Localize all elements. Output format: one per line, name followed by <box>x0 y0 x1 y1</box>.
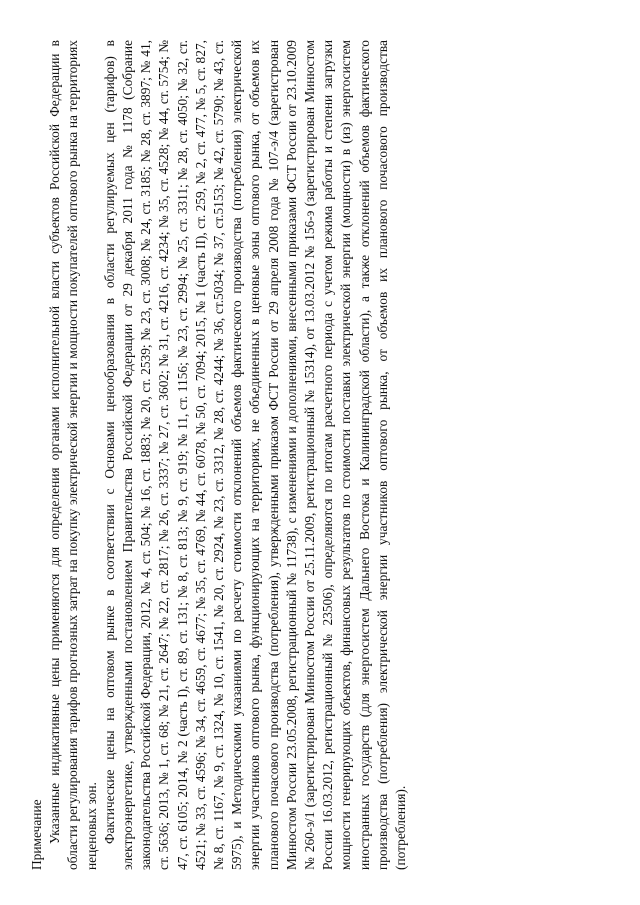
note-heading: Примечание <box>29 799 44 870</box>
rotated-text-block <box>28 40 618 870</box>
document-body <box>28 40 410 870</box>
paragraph-actual-prices: Фактические цены на оптовом рынке в соответствии с Основами ценообразования в области регулируемых цен (тарифов) в электроэнергетике, утвержденными постановлением Правительства Российской Федерации от 29 декабря 2011 года № 1178 (Собрание законодательства Российской Федерации, 2012, № 4, ст. 504; № 16, ст. 1883; № 20, ст. 2539; № 23, ст. 3008; № 24, ст. 3185; № 28, ст. 3897; № 41, ст. 5636; 2013, № 1, ст. 68; № 21, ст. 2647; № 22, ст. 2817; № 26, ст. 3337; № 27, ст. 3602; № 31, ст. 4216, ст. 4234; № 35, ст. 4528; № 44, ст. 5754; № 47, ст. 6105; 2014, № 2 (часть I), ст. 89, ст. 131; № 8, ст. 813; № 9, ст. 919; № 11, ст. 1156; № 23, ст. 2994; № 25, ст. 3311; № 28, ст. 4050; № 32, ст. 4521; № 33, ст. 4596; № 34, ст. 4659, ст. 4677; № 35, ст. 4769, № 44, ст. 6078, № 50, ст. 7094; 2015, № 1 (часть II), ст. 259, № 2, ст. 477, № 5, ст. 827, № 8, ст. 1167, № 9, ст. 1324, № 10, ст. 1541, № 20, ст. 2924, № 23, ст. 3312, № 28, ст. 4244; № 36, ст.5034; № 37, ст.5153; № 42, ст. 5790; № 43, ст. 5975), и Методическими указаниями по расчету стоимости отклонений объемов фактического производства (потребления) электрической энергии участников оптового рынка, функционирующих на территориях, не объединенных в ценовые зоны оптового рынка, от объемов их планового почасового производства (потребления), утвержденными приказом ФСТ России от 29 апреля 2008 года № 107-э/4 (зарегистрован Минюстом России 23.05.2008, регистрационный № 11738), с изменениями и дополнениями, внесенными приказами ФСТ России от 23.10.2009 № 260-э/1 (зарегистрирован Минюстом России от 25.11.2009, регистрационный № 15314), от 13.03.2012 № 156-э (зарегистрирован Минюстом России 16.03.2012, регистрационный № 23506), определяются по итогам расчетного периода с учетом режима работы и степени загрузки мощности генерирующих объектов, финансовых результатов по стоимости поставки электрической энергии (мощности) в (из) энергосистем иностранных государств (для энергосистем Дальнего Востока и Калининградской области), а также отклонений объемов фактического производства (потребления) электрической энергии участников оптового рынка, от объемов их планового почасового производства (потребления). <box>101 40 409 870</box>
paragraph-indicative-prices: Указанные индикативные цены применяются для определения органами исполнительной власти субъектов Российской Федерации в области регулирования тарифов прогнозных затрат на покупку электрической энергии и мощности покупателей оптового рынка на территориях неценовых зон. <box>47 40 99 870</box>
